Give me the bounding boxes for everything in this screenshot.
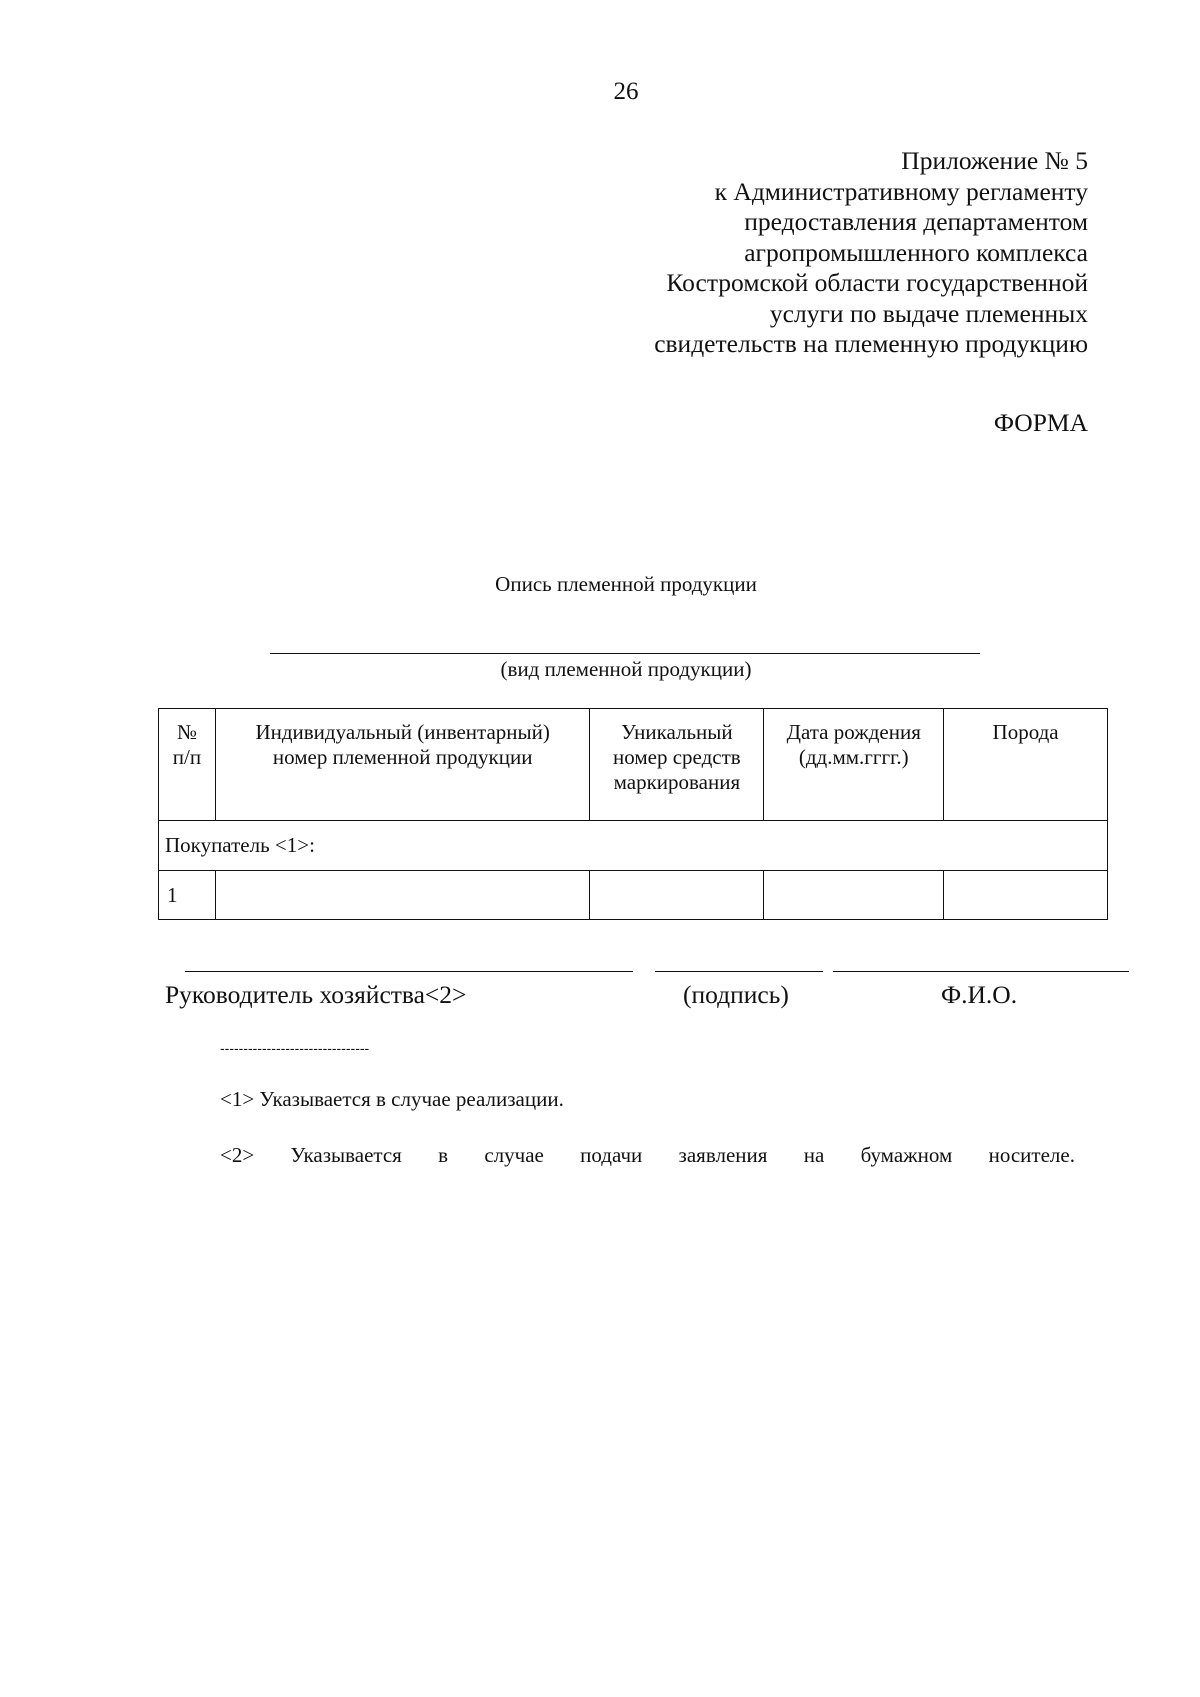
- footnote-word: в: [438, 1143, 449, 1167]
- appendix-line: Костромской области государственной: [666, 268, 1088, 297]
- header-text: номер средств: [613, 745, 741, 769]
- appendix-line: свидетельств на племенную продукцию: [654, 329, 1088, 358]
- product-type-line: [270, 653, 980, 654]
- footnote-1: <1> Указывается в случае реализации.: [220, 1087, 564, 1111]
- header-text: Порода: [992, 720, 1059, 744]
- footnote-2: [220, 1143, 1075, 1168]
- header-number: [159, 709, 216, 821]
- footnote-word: носителе.: [988, 1143, 1075, 1167]
- buyer-row: [159, 821, 1108, 871]
- signature-label: (подпись): [683, 980, 789, 1009]
- header-text: Индивидуальный (инвентарный): [255, 720, 550, 744]
- footnote-word: подачи: [580, 1143, 643, 1167]
- name-line: [833, 971, 1129, 972]
- table-cell: 1: [159, 871, 216, 920]
- appendix-line: предоставления департаментом: [744, 207, 1088, 236]
- header-text: (дд.мм.гггг.): [798, 745, 909, 769]
- table-cell: [215, 871, 590, 920]
- footnote-word: <2>: [220, 1143, 255, 1167]
- footnote-word: заявления: [678, 1143, 768, 1167]
- table-cell: [764, 871, 944, 920]
- header-text: №: [176, 720, 197, 744]
- header-breed: [944, 709, 1108, 821]
- header-inventory-number: [215, 709, 590, 821]
- page-number: 26: [613, 78, 639, 105]
- appendix-header: [468, 146, 1088, 360]
- appendix-line: услуги по выдаче племенных: [769, 298, 1088, 328]
- appendix-line: агропромышленного комплекса: [744, 237, 1088, 267]
- signature-line: [655, 971, 823, 972]
- table-cell: [590, 871, 764, 920]
- footnote-word: бумажном: [860, 1143, 953, 1167]
- product-type-caption: (вид племенной продукции): [500, 657, 752, 681]
- inventory-table: [158, 708, 1108, 920]
- footnote-word: случае: [484, 1143, 544, 1167]
- header-marking-number: [590, 709, 764, 821]
- footnote-word: на: [803, 1143, 825, 1167]
- appendix-line: к Административному регламенту: [714, 176, 1088, 206]
- header-text: номер племенной продукции: [272, 745, 533, 769]
- table-row: [159, 871, 1108, 920]
- form-label: ФОРМА: [993, 408, 1088, 437]
- head-label: Руководитель хозяйства<2>: [165, 980, 467, 1009]
- header-birth-date: [764, 709, 944, 821]
- appendix-line: Приложение № 5: [901, 146, 1088, 175]
- header-text: п/п: [172, 745, 202, 769]
- table-header-row: [159, 709, 1108, 821]
- header-text: маркирования: [613, 770, 741, 794]
- footnote-word: Указывается: [290, 1143, 402, 1167]
- header-text: Уникальный: [621, 720, 733, 744]
- footnote-separator: --------------------------------: [220, 1040, 370, 1056]
- document-title: Опись племенной продукции: [495, 572, 757, 596]
- header-text: Дата рождения: [786, 720, 921, 744]
- head-signature-line: [185, 971, 633, 972]
- name-label: Ф.И.О.: [941, 980, 1018, 1009]
- table-cell: [944, 871, 1108, 920]
- buyer-label: Покупатель <1>:: [159, 821, 1108, 871]
